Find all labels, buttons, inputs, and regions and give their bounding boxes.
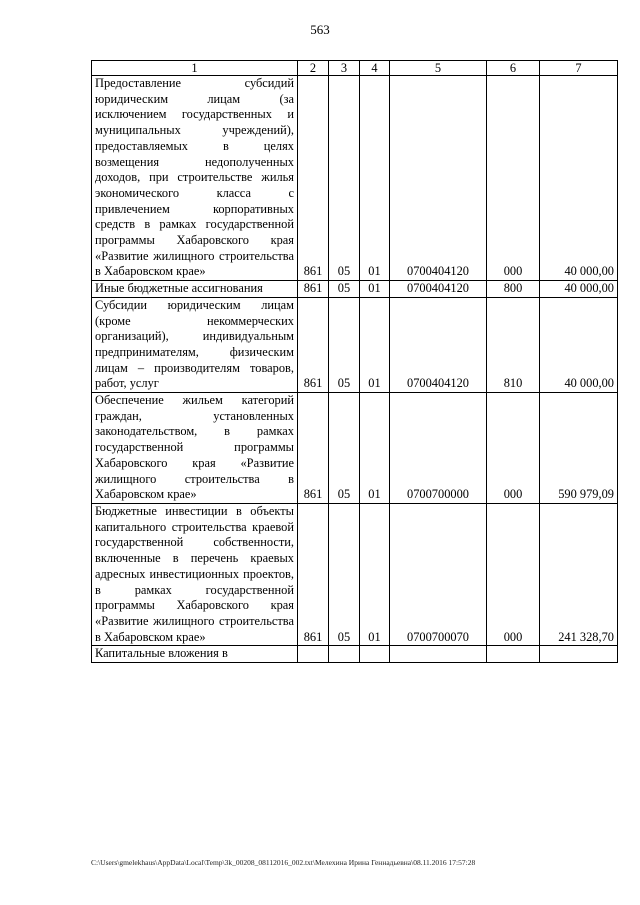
row-target-code: 0700404120 <box>390 76 487 281</box>
column-header-7: 7 <box>540 61 618 76</box>
column-header-4: 4 <box>360 61 390 76</box>
row-subsection-code: 01 <box>360 393 390 504</box>
row-name: Капитальные вложения в <box>92 646 298 663</box>
row-section-code <box>329 646 360 663</box>
column-header-1: 1 <box>92 61 298 76</box>
row-target-code <box>390 646 487 663</box>
column-header-3: 3 <box>329 61 360 76</box>
table-row <box>92 503 618 645</box>
row-amount: 40 000,00 <box>540 281 618 298</box>
table-row <box>92 646 618 663</box>
row-target-code: 0700404120 <box>390 297 487 392</box>
row-name: Бюджетные инвестиции в объекты капитального строительства краевой государственной собственности, включенные в перечень краевых адресных инвестиционных проектов, в рамках государственной программы Хабаровского края «Развитие жилищного строительства в Хабаровском крае» <box>92 503 298 645</box>
row-subsection-code: 01 <box>360 503 390 645</box>
row-expense-type: 000 <box>487 76 540 281</box>
table-row <box>92 76 618 281</box>
column-header-2: 2 <box>298 61 329 76</box>
table-row <box>92 393 618 504</box>
row-target-code: 0700700070 <box>390 503 487 645</box>
row-amount: 241 328,70 <box>540 503 618 645</box>
row-amount: 590 979,09 <box>540 393 618 504</box>
row-section-code: 05 <box>329 393 360 504</box>
row-section-code: 05 <box>329 76 360 281</box>
table-row <box>92 281 618 298</box>
row-ministry-code <box>298 646 329 663</box>
row-section-code: 05 <box>329 297 360 392</box>
row-ministry-code: 861 <box>298 297 329 392</box>
row-amount: 40 000,00 <box>540 76 618 281</box>
row-expense-type: 000 <box>487 393 540 504</box>
row-expense-type: 000 <box>487 503 540 645</box>
row-expense-type: 810 <box>487 297 540 392</box>
column-header-6: 6 <box>487 61 540 76</box>
header-row <box>92 61 618 76</box>
row-ministry-code: 861 <box>298 393 329 504</box>
row-name: Иные бюджетные ассигнования <box>92 281 298 298</box>
column-header-5: 5 <box>390 61 487 76</box>
row-section-code: 05 <box>329 281 360 298</box>
row-subsection-code: 01 <box>360 297 390 392</box>
row-section-code: 05 <box>329 503 360 645</box>
row-expense-type <box>487 646 540 663</box>
row-amount: 40 000,00 <box>540 297 618 392</box>
row-ministry-code: 861 <box>298 76 329 281</box>
row-target-code: 0700404120 <box>390 281 487 298</box>
row-subsection-code: 01 <box>360 281 390 298</box>
row-subsection-code <box>360 646 390 663</box>
row-name: Обеспечение жильем категорий граждан, установленных законодательством, в рамках государственной программы Хабаровского края «Развитие жилищного строительства в Хабаровском крае» <box>92 393 298 504</box>
budget-table <box>91 60 618 663</box>
row-target-code: 0700700000 <box>390 393 487 504</box>
row-ministry-code: 861 <box>298 281 329 298</box>
row-expense-type: 800 <box>487 281 540 298</box>
row-name: Субсидии юридическим лицам (кроме некоммерческих организаций), индивидуальным предпринимателям, физическим лицам – производителям товаров, работ, услуг <box>92 297 298 392</box>
file-path-footer: C:\Users\gmelekhaus\AppData\Local\Temp\3k_00208_08112016_002.txt\Мелехина Ирина Геннадьевна\08.11.2016 17:57:28 <box>91 858 476 867</box>
row-ministry-code: 861 <box>298 503 329 645</box>
table-row <box>92 297 618 392</box>
row-amount <box>540 646 618 663</box>
page-number: 563 <box>310 22 330 37</box>
row-subsection-code: 01 <box>360 76 390 281</box>
row-name: Предоставление субсидий юридическим лицам (за исключением государственных и муниципальных учреждений), предоставляемых в целях возмещения недополученных доходов, при строительстве жилья экономического класса с привлечением корпоративных средств в рамках государственной программы Хабаровского края «Развитие жилищного строительства в Хабаровском крае» <box>92 76 298 281</box>
